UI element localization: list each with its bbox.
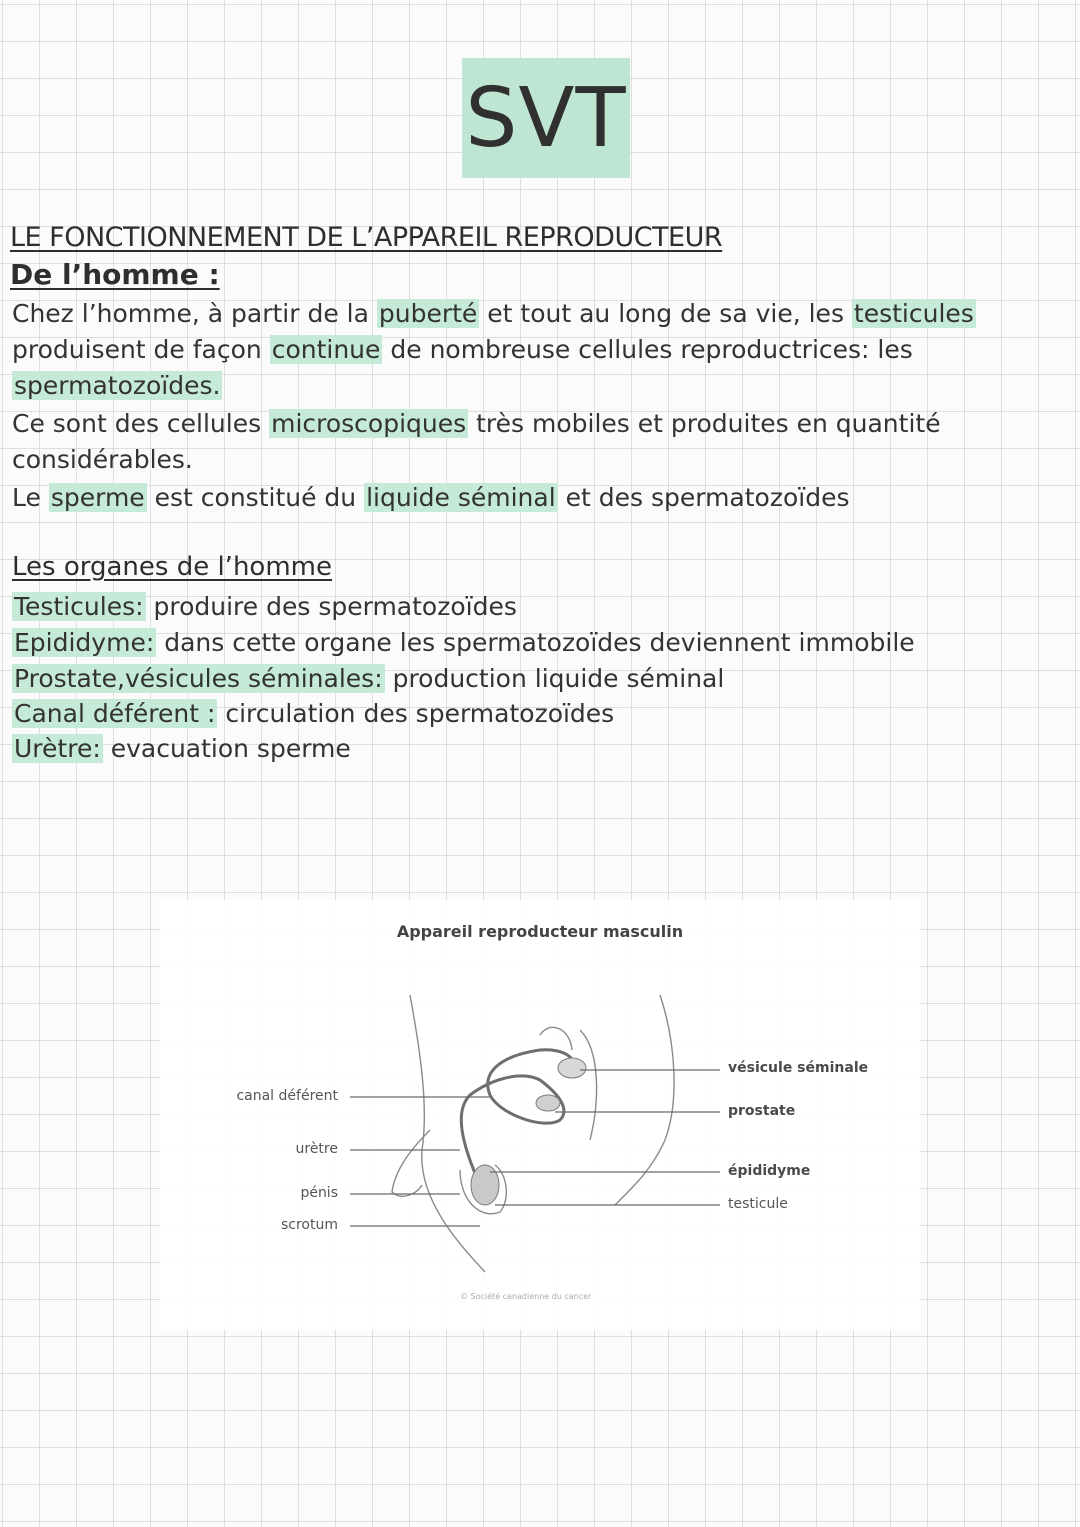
- title-box: [462, 58, 630, 178]
- penis-outline: [392, 1130, 430, 1196]
- organ-item-prostate: [12, 662, 724, 696]
- text-segment: et tout au long de sa vie, les: [479, 299, 852, 328]
- paragraph-2-line-1: [12, 406, 1062, 442]
- paragraph-1-line-2: [12, 332, 1062, 368]
- text-segment: est constitué du: [146, 483, 365, 512]
- bladder-outline: [540, 1027, 572, 1050]
- figure-title: Appareil reproducteur masculin: [396, 922, 684, 941]
- paragraph-1-line-3: [12, 368, 1062, 404]
- paragraph-2: [12, 406, 1062, 478]
- organ-desc: production liquide séminal: [384, 664, 725, 693]
- paragraph-2-line-2: considérables.: [12, 445, 193, 474]
- highlight-microscopiques: microscopiques: [271, 409, 467, 438]
- label-penis: pénis: [300, 1185, 338, 1201]
- label-vesicule-seminale: vésicule séminale: [728, 1060, 869, 1076]
- page-title: SVT: [465, 70, 627, 166]
- anatomy-illustration: [160, 900, 920, 1330]
- paragraph-1-line-1: [12, 296, 1062, 332]
- text-segment: et des spermatozoïdes: [557, 483, 850, 512]
- paragraph-3: [12, 480, 1062, 516]
- label-scrotum: scrotum: [280, 1217, 338, 1233]
- paragraph-1: [12, 296, 1062, 404]
- sub-heading: De l’homme :: [10, 258, 220, 291]
- testicle-shape: [471, 1165, 499, 1205]
- body-outline-back: [615, 995, 674, 1205]
- label-prostate: prostate: [728, 1103, 796, 1119]
- highlight-spermatozoides: spermatozoïdes.: [14, 371, 221, 400]
- text-segment: de nombreuse cellules reproductrices: les: [382, 335, 913, 364]
- organ-term: Urètre:: [14, 734, 101, 763]
- organ-item-testicules: [12, 590, 517, 624]
- organ-desc: evacuation sperme: [102, 734, 351, 763]
- highlight-continue: continue: [271, 335, 381, 364]
- organ-item-uretre: [12, 732, 351, 766]
- prostate-shape: [536, 1095, 560, 1111]
- text-segment: produisent de façon: [12, 335, 270, 364]
- highlight-puberte: puberté: [378, 299, 478, 328]
- vas-deferens-path: [461, 1050, 573, 1185]
- label-canal-deferent: canal déférent: [236, 1088, 338, 1104]
- rectum-outline: [580, 1030, 597, 1140]
- body-outline-front: [410, 995, 485, 1272]
- label-epididyme: épididyme: [728, 1163, 811, 1179]
- organ-desc: circulation des spermatozoïdes: [217, 699, 615, 728]
- organ-item-epididyme: [12, 626, 915, 660]
- organs-heading: Les organes de l’homme: [12, 552, 332, 582]
- organ-term: Testicules:: [14, 592, 144, 621]
- organ-term: Canal déférent :: [14, 699, 216, 728]
- organ-term: Prostate,vésicules séminales:: [14, 664, 383, 693]
- organ-desc: produire des spermatozoïdes: [145, 592, 517, 621]
- organ-desc: dans cette organe les spermatozoïdes deviennent immobile: [156, 628, 915, 657]
- text-segment: Le: [12, 483, 49, 512]
- highlight-sperme: sperme: [50, 483, 145, 512]
- label-testicule: testicule: [728, 1196, 788, 1212]
- organ-item-canal-deferent: [12, 697, 614, 731]
- highlight-testicules: testicules: [853, 299, 974, 328]
- highlight-liquide-seminal: liquide séminal: [366, 483, 556, 512]
- text-segment: très mobiles et produites en quantité: [468, 409, 941, 438]
- main-heading: LE FONCTIONNEMENT DE L’APPAREIL REPRODUCTEUR: [10, 222, 723, 253]
- organ-term: Epididyme:: [14, 628, 155, 657]
- seminal-vesicle-shape: [558, 1058, 586, 1078]
- figure-credit: © Société canadienne du cancer: [460, 1292, 592, 1301]
- text-segment: Chez l’homme, à partir de la: [12, 299, 377, 328]
- anatomy-figure: [160, 900, 920, 1330]
- text-segment: Ce sont des cellules: [12, 409, 270, 438]
- label-uretre: urètre: [295, 1141, 338, 1157]
